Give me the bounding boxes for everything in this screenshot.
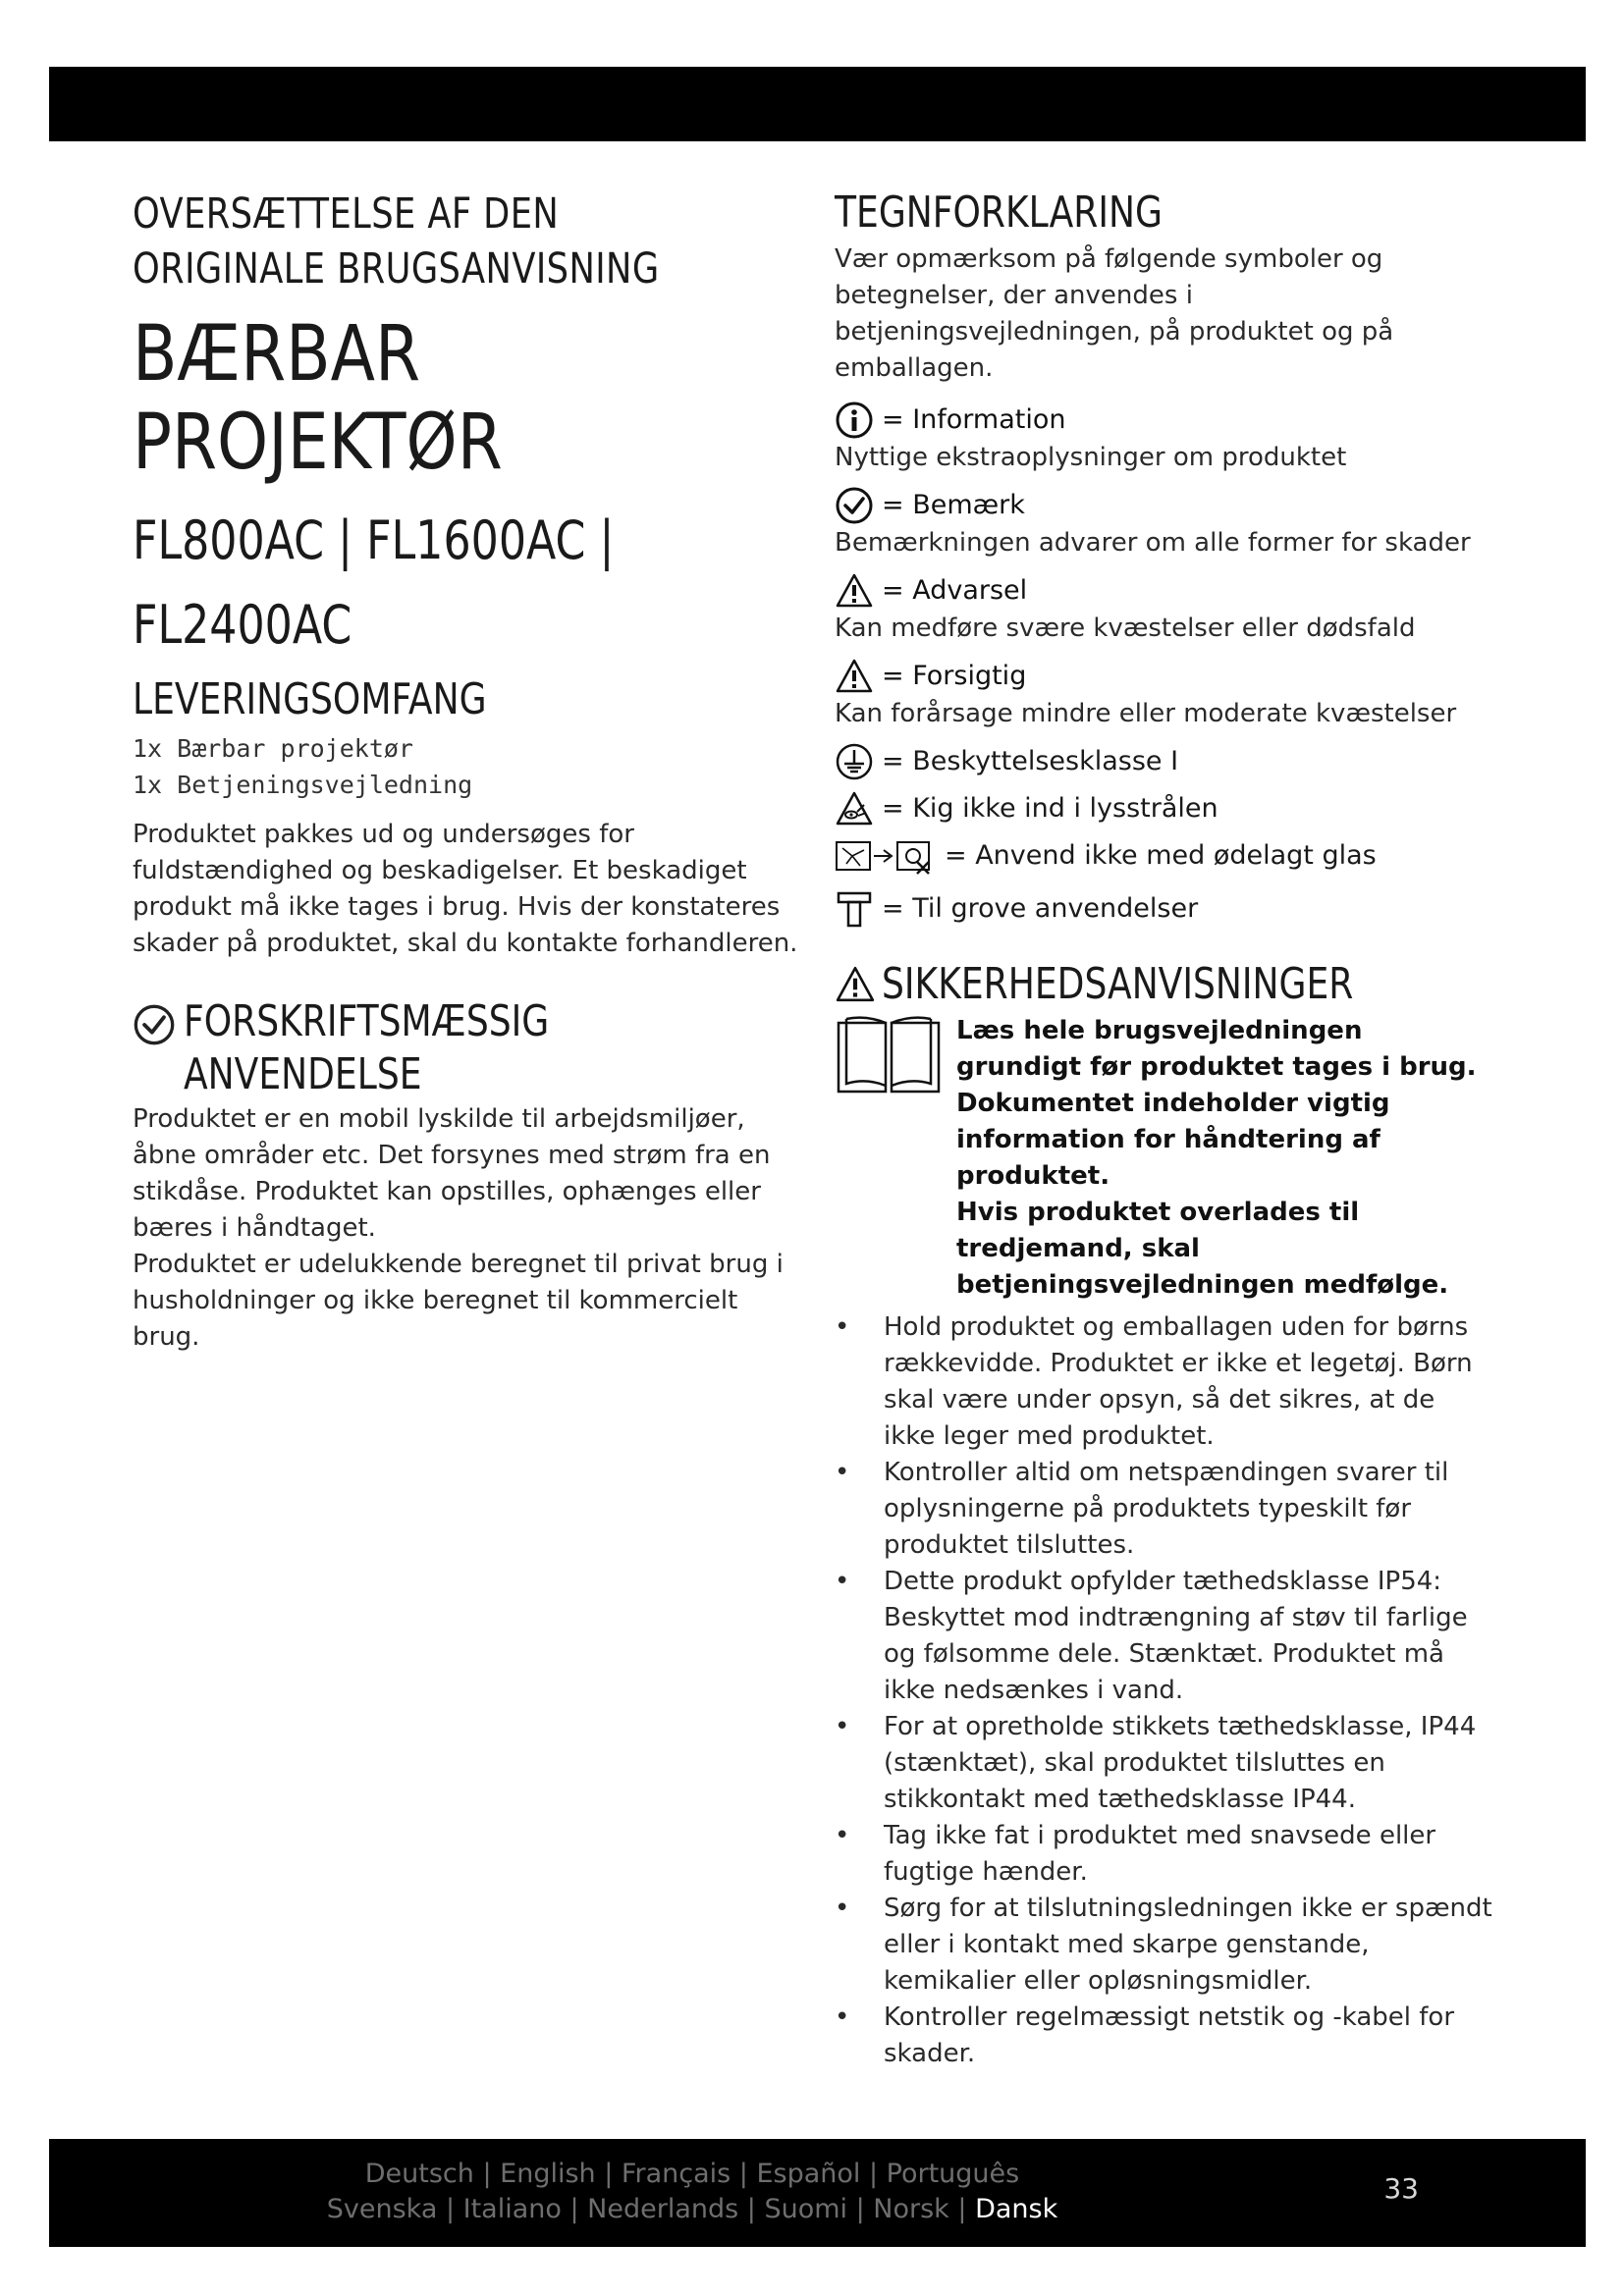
list-item: • Sørg for at tilslutningsledningen ikke er spændt eller i kontakt med skarpe genstande, kemikalier eller opløsningsmidler. (835, 1894, 1492, 1996)
footer-bar (49, 2139, 1586, 2247)
right-column (835, 187, 1502, 2072)
delivery-item: 1x Bærbar projektør (133, 734, 413, 763)
safety-heading-text: SIKKERHEDSANVISNINGER (882, 959, 1354, 1009)
caution-desc: Kan forårsage mindre eller moderate kvæstelser (835, 699, 1457, 728)
intended-use-heading (133, 995, 800, 1101)
broken-glass-icon (835, 836, 937, 876)
safety-lead-1: Læs hele brugsvejledningen grundigt før produktet tages i brug. Dokumentet indeholder vigtig information for håndtering af produktet. (956, 1016, 1477, 1191)
legend-class1 (835, 742, 1502, 781)
intended-use-heading-line-2: ANVENDELSE (184, 1049, 422, 1099)
note-label: = Bemærk (882, 490, 1025, 520)
legend-rough (835, 889, 1502, 929)
note-desc: Bemærkningen advarer om alle former for skader (835, 528, 1471, 558)
bullet-text: For at opretholde stikkets tæthedsklasse, IP44 (stænktæt), skal produktet tilsluttes en stikkontakt med tæthedsklasse IP44. (884, 1712, 1477, 1814)
legend-warning (835, 571, 1502, 611)
do-not-look-into-beam-icon (835, 789, 874, 828)
bullet-text: Dette produkt opfylder tæthedsklasse IP54: Beskyttet mod indtrængning af støv til farlige og følsomme dele. Stænktæt. Produktet må ikke nedsænkes i vand. (884, 1567, 1468, 1705)
bullet-text: Tag ikke fat i produktet med snavsede eller fugtige hænder. (884, 1821, 1436, 1887)
legend-note (835, 486, 1502, 525)
bullet-text: Hold produktet og emballagen uden for børns rækkevidde. Produktet er ikke et legetøj. Børn skal være under opsyn, så det sikres, at de ikke leger med produktet. (884, 1312, 1473, 1451)
header-bar (49, 67, 1586, 141)
list-item: • Hold produktet og emballagen uden for børns rækkevidde. Produktet er ikke et legetøj. Børn skal være under opsyn, så det sikres, at de ikke leger med produktet. (835, 1312, 1473, 1451)
list-item: • Kontroller altid om netspændingen svarer til oplysningerne på produktets typeskilt før produktet tilsluttes. (835, 1458, 1449, 1560)
safety-heading (835, 958, 1502, 1011)
delivery-item: 1x Betjeningsvejledning (133, 771, 473, 799)
delivery-text: Produktet pakkes ud og undersøges for fuldstændighed og beskadigelser. Et beskadiget produkt må ikke tages i brug. Hvis der konstateres skader på produktet, skal du kontakte forhandleren. (133, 820, 798, 958)
glass-label: = Anvend ikke med ødelagt glas (945, 840, 1377, 871)
warning-desc: Kan medføre svære kvæstelser eller dødsfald (835, 614, 1416, 643)
list-item: • Dette produkt opfylder tæthedsklasse IP54: Beskyttet mod indtrængning af støv til farlige og følsomme dele. Stænktæt. Produktet må ikke nedsænkes i vand. (835, 1567, 1468, 1705)
models-line-2: FL2400AC (133, 594, 352, 656)
legend-beam (835, 789, 1502, 828)
subtitle-line-1: OVERSÆTTELSE AF DEN (133, 189, 560, 239)
caution-label: = Forsigtig (882, 661, 1027, 691)
list-item: • For at opretholde stikkets tæthedsklasse, IP44 (stænktæt), skal produktet tilsluttes en stikkontakt med tæthedsklasse IP44. (835, 1712, 1477, 1814)
safety-lead-2: Hvis produktet overlades til tredjemand, skal betjeningsvejledningen medfølge. (956, 1198, 1449, 1300)
title-line-1: BÆRBAR (133, 310, 421, 399)
intended-use-text-1: Produktet er en mobil lyskilde til arbejdsmiljøer, åbne områder etc. Det forsynes med strøm fra en stikdåse. Produktet kan opstilles, ophænges eller bæres i håndtaget. (133, 1104, 771, 1243)
legend-info (835, 400, 1502, 440)
class1-label: = Beskyttelsesklasse I (882, 746, 1179, 776)
warning-label: = Advarsel (882, 575, 1028, 606)
language-list-prefix: Svenska | Italiano | Nederlands | Suomi | Norsk | (326, 2194, 967, 2224)
safety-bullets (835, 1309, 1492, 2072)
caution-triangle-icon (835, 657, 874, 696)
info-icon (835, 400, 874, 440)
legend-glass (835, 836, 1502, 876)
legend-caution (835, 657, 1502, 696)
page-number: 33 (1383, 2172, 1419, 2205)
left-column (133, 187, 800, 1356)
rough-label: = Til grove anvendelser (882, 893, 1199, 924)
language-list-line-1: Deutsch | English | Français | Español | Português (364, 2159, 1020, 2189)
models-line-1: FL800AC | FL1600AC | (133, 509, 615, 571)
legend-intro: Vær opmærksom på følgende symboler og betegnelser, der anvendes i betjeningsvejledningen, på produktet og på emballagen. (835, 244, 1394, 383)
language-list-line-2 (49, 2192, 1335, 2227)
safety-lead (835, 1013, 1502, 1304)
warning-triangle-icon (835, 571, 874, 611)
delivery-heading: LEVERINGSOMFANG (133, 674, 487, 724)
title-line-2: PROJEKTØR (133, 399, 503, 487)
check-circle-icon (133, 1003, 176, 1046)
intended-use-heading-line-1: FORSKRIFTSMÆSSIG (184, 996, 550, 1046)
delivery-list (133, 730, 800, 803)
warning-triangle-icon (835, 964, 876, 1005)
bullet-text: Sørg for at tilslutningsledningen ikke er spændt eller i kontakt med skarpe genstande, kemikalier eller opløsningsmidler. (884, 1894, 1492, 1996)
rough-service-icon (835, 889, 874, 929)
list-item: • Kontroller regelmæssigt netstik og -kabel for skader. (835, 2002, 1455, 2068)
bullet-text: Kontroller regelmæssigt netstik og -kabel for skader. (884, 2002, 1455, 2068)
read-manual-book-icon (835, 1013, 943, 1097)
protective-earth-icon (835, 742, 874, 781)
info-label: = Information (882, 404, 1066, 435)
beam-label: = Kig ikke ind i lysstrålen (882, 793, 1218, 824)
subtitle-line-2: ORIGINALE BRUGSANVISNING (133, 244, 660, 294)
current-language: Dansk (975, 2194, 1058, 2224)
check-circle-icon (835, 486, 874, 525)
list-item: • Tag ikke fat i produktet med snavsede eller fugtige hænder. (835, 1821, 1436, 1887)
info-desc: Nyttige ekstraoplysninger om produktet (835, 443, 1347, 472)
bullet-text: Kontroller altid om netspændingen svarer til oplysningerne på produktets typeskilt før produktet tilsluttes. (884, 1458, 1449, 1560)
legend-heading: TEGNFORKLARING (835, 187, 1163, 238)
intended-use-text-2: Produktet er udelukkende beregnet til privat brug i husholdninger og ikke beregnet til kommercielt brug. (133, 1250, 784, 1352)
